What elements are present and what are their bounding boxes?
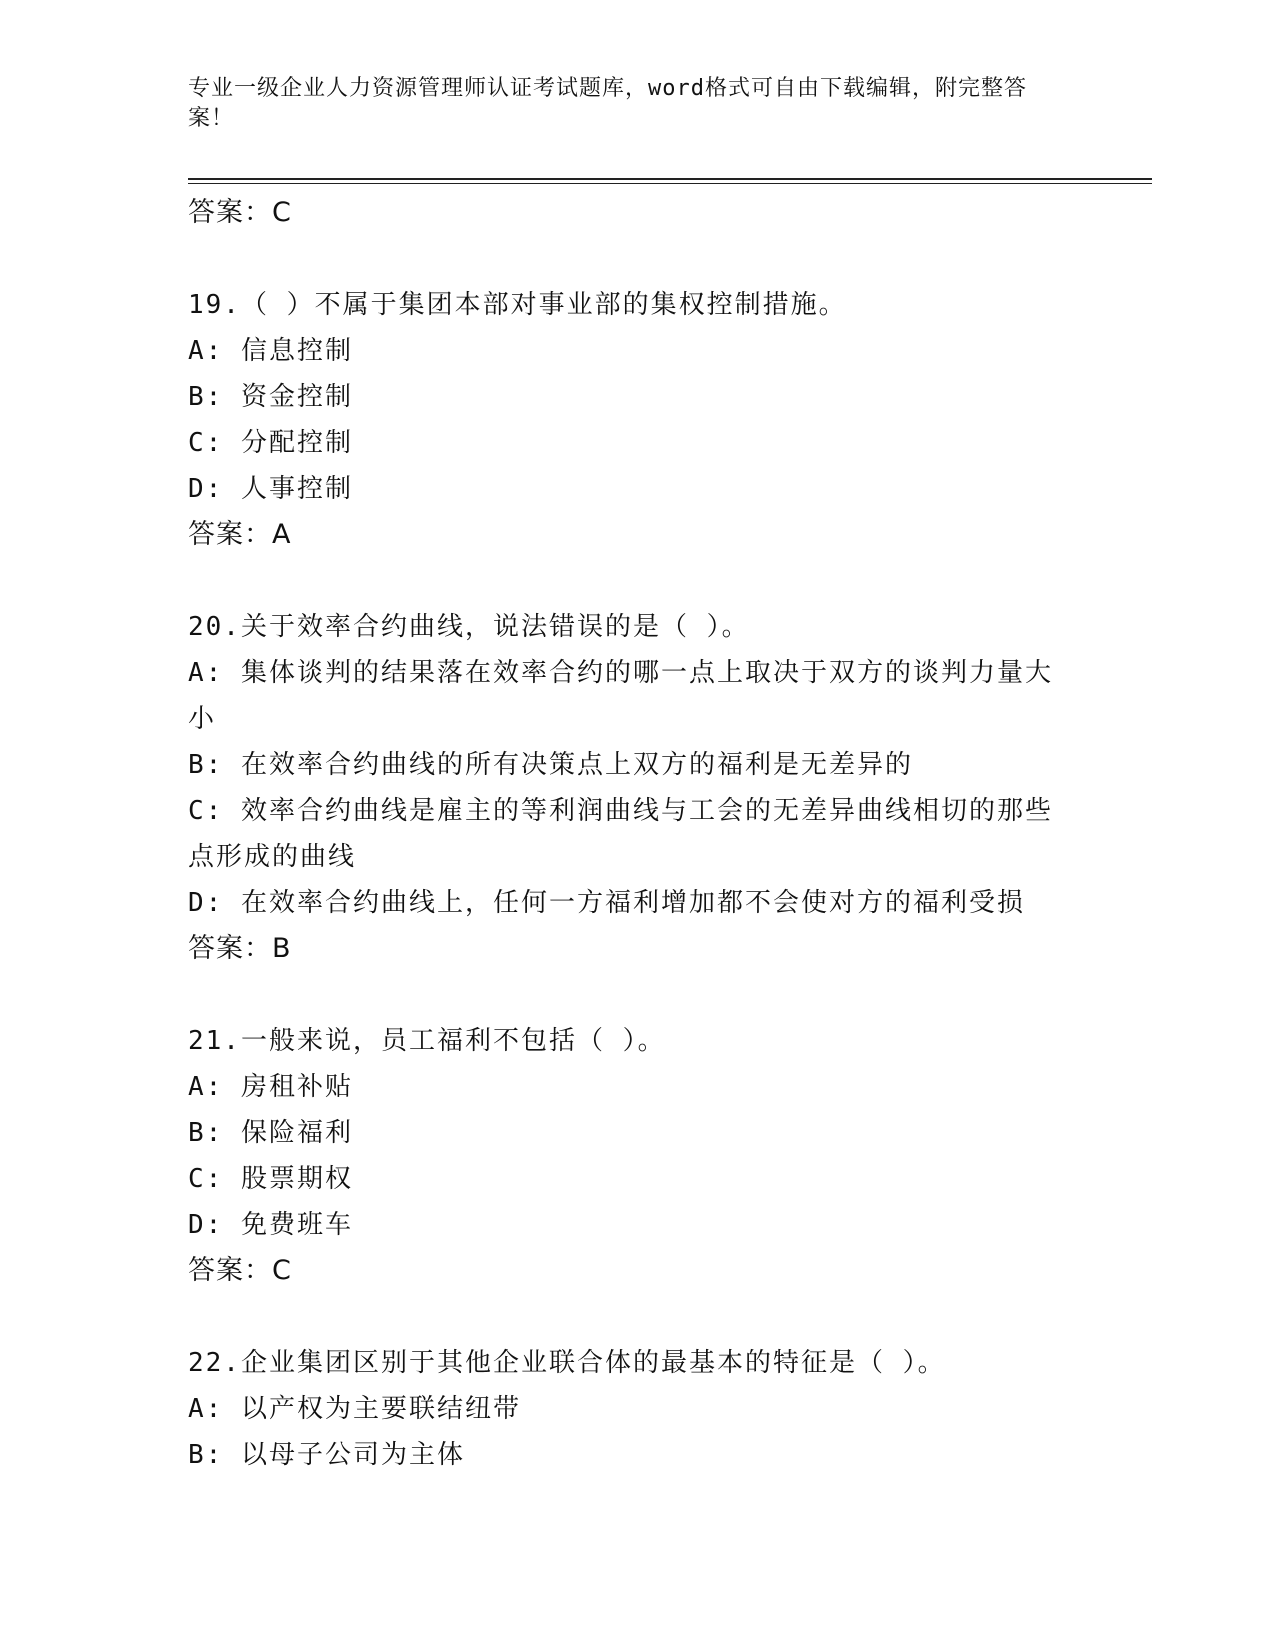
question-text: 21.一般来说，员工福利不包括（ ）。 bbox=[188, 1026, 666, 1056]
option-line: B: 资金控制 bbox=[188, 382, 353, 412]
option-line: B: 在效率合约曲线的所有决策点上双方的福利是无差异的 bbox=[188, 750, 913, 780]
question-text: 20.关于效率合约曲线，说法错误的是（ ）。 bbox=[188, 612, 750, 642]
text-line: 点形成的曲线 bbox=[188, 842, 357, 872]
option-line: C: 分配控制 bbox=[188, 428, 353, 458]
option-line: C: 股票期权 bbox=[188, 1164, 353, 1194]
option-line: D: 免费班车 bbox=[188, 1210, 353, 1240]
option-line: B: 保险福利 bbox=[188, 1118, 353, 1148]
option-line: A: 以产权为主要联结纽带 bbox=[188, 1394, 521, 1424]
question-text: 22.企业集团区别于其他企业联合体的最基本的特征是（ ）。 bbox=[188, 1348, 946, 1378]
text-line: 小 bbox=[188, 704, 217, 734]
header-rule-thin bbox=[188, 183, 1152, 184]
answer-line: 答案：C bbox=[188, 197, 292, 228]
answer-line: 答案：B bbox=[188, 933, 292, 964]
option-line: A: 房租补贴 bbox=[188, 1072, 353, 1102]
question-list bbox=[188, 190, 1088, 1478]
option-line: D: 在效率合约曲线上，任何一方福利增加都不会使对方的福利受损 bbox=[188, 888, 1025, 918]
option-line: C: 效率合约曲线是雇主的等利润曲线与工会的无差异曲线相切的那些 bbox=[188, 796, 1053, 826]
header-rule-thick bbox=[188, 178, 1152, 180]
option-line: D: 人事控制 bbox=[188, 474, 353, 504]
answer-line: 答案：C bbox=[188, 1255, 292, 1286]
option-line: A: 集体谈判的结果落在效率合约的哪一点上取决于双方的谈判力量大 bbox=[188, 658, 1053, 688]
spacer bbox=[188, 236, 1088, 282]
spacer bbox=[188, 972, 1088, 1018]
question-text: 19.（ ）不属于集团本部对事业部的集权控制措施。 bbox=[188, 290, 847, 320]
document-header: 专业一级企业人力资源管理师认证考试题库，word格式可自由下载编辑，附完整答案！ bbox=[188, 76, 1027, 131]
spacer bbox=[188, 558, 1088, 604]
spacer bbox=[188, 1294, 1088, 1340]
answer-line: 答案：A bbox=[188, 519, 292, 550]
option-line: A: 信息控制 bbox=[188, 336, 353, 366]
option-line: B: 以母子公司为主体 bbox=[188, 1440, 465, 1470]
